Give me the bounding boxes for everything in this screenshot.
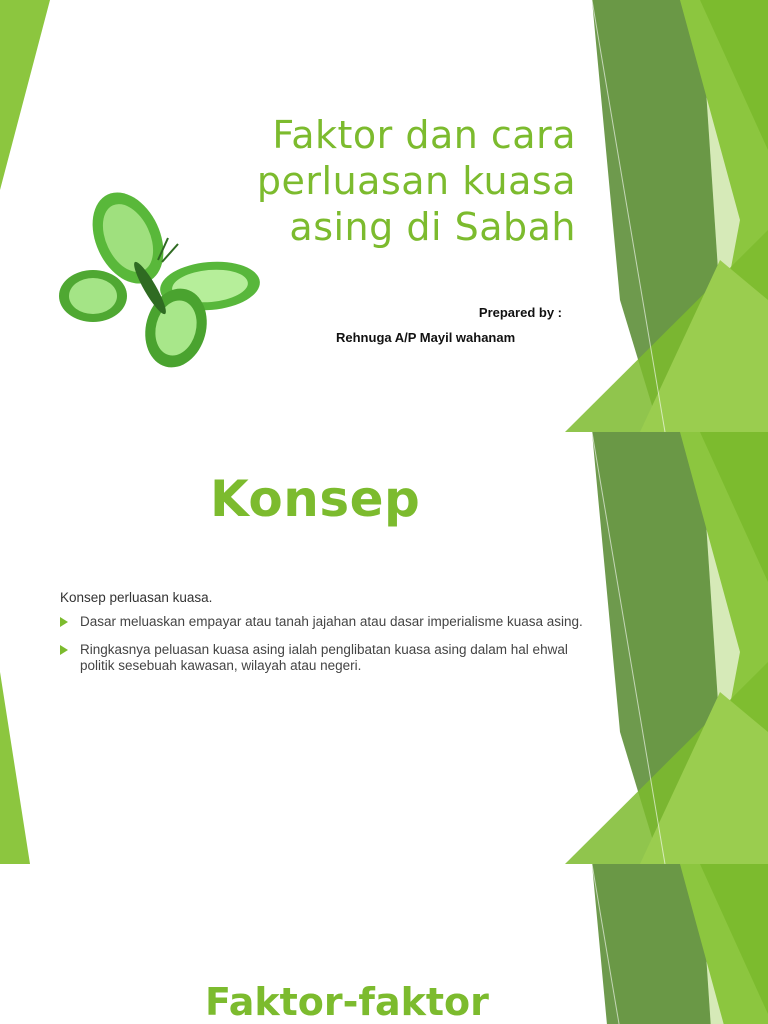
list-item-text: Ringkasnya peluasan kuasa asing ialah penglibatan kuasa asing dalam hal ehwal politik sesebuah kawasan, wilayah atau negeri. xyxy=(80,642,568,673)
list-item xyxy=(60,614,605,630)
slide-1 xyxy=(0,0,768,432)
prepared-by-label: Prepared by : xyxy=(478,305,562,320)
list-item xyxy=(60,642,605,674)
bullet-list xyxy=(60,614,605,686)
list-item-text: Dasar meluaskan empayar atau tanah jajahan atau dasar imperialisme kuasa asing. xyxy=(80,614,583,629)
slide-3-title: Faktor-faktor xyxy=(205,980,489,1024)
slide-3 xyxy=(0,864,768,1024)
intro-text: Konsep perluasan kuasa. xyxy=(60,590,213,605)
bullet-arrow-icon xyxy=(60,617,68,627)
slide-1-title: Faktor dan cara perluasan kuasa asing di Sabah xyxy=(256,113,576,249)
slide-2 xyxy=(0,432,768,864)
bullet-arrow-icon xyxy=(60,645,68,655)
slide-2-title: Konsep xyxy=(210,470,421,528)
author-name: Rehnuga A/P Mayil wahanam xyxy=(336,330,516,345)
